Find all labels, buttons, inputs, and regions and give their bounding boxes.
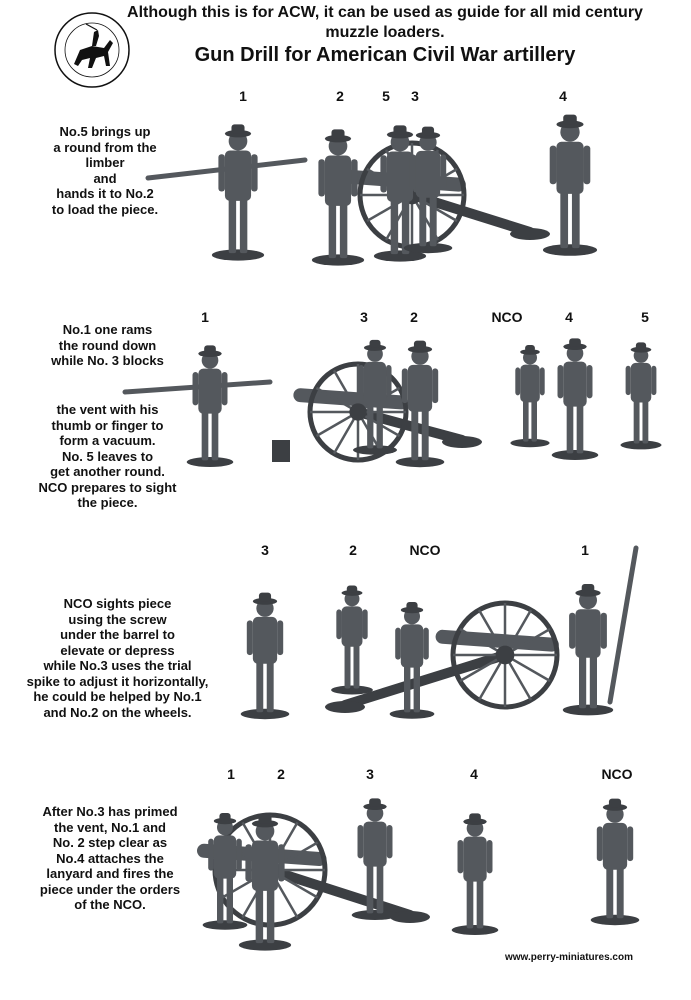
crew-figure-2 <box>312 129 364 265</box>
crew-label: 2 <box>349 542 357 558</box>
desc-line: the piece. <box>77 495 138 510</box>
header-line-1: Although this is for ACW, it can be used as guide for all mid century <box>127 4 643 21</box>
crew-label: 3 <box>360 309 368 325</box>
nco-figure <box>510 345 549 447</box>
desc-line: form a vacuum. <box>59 433 156 448</box>
desc-line: while No.3 uses the trial <box>43 658 192 673</box>
desc-line: No.5 brings up <box>59 124 151 139</box>
desc-line: using the screw <box>68 611 167 627</box>
crew-label: NCO <box>491 309 523 325</box>
crew-label: 5 <box>382 88 390 104</box>
page-title: Gun Drill for American Civil War artillery <box>194 44 576 66</box>
crew-label: 5 <box>641 309 649 325</box>
crew-label: 2 <box>277 766 285 782</box>
desc-line: No. 5 leaves to <box>61 448 154 464</box>
desc-line: lanyard and fires the <box>46 866 174 881</box>
crew-figure-1 <box>203 813 248 930</box>
desc-line: of the NCO. <box>74 897 146 912</box>
desc-line: After No.3 has primed <box>42 804 178 819</box>
website-url: www.perry-miniatures.com <box>505 952 633 963</box>
crew-label: 4 <box>470 766 478 782</box>
desc-line: No.4 attaches the <box>56 850 164 866</box>
crew-label: 1 <box>581 542 589 558</box>
desc-line: hands it to No.2 <box>56 186 154 201</box>
crew-label: 4 <box>565 309 573 325</box>
crew-label: 3 <box>411 88 419 104</box>
bucket-icon <box>272 440 290 462</box>
cannon-figure <box>350 143 550 247</box>
desc-line: the vent with his <box>56 402 159 417</box>
nco-figure <box>390 602 435 719</box>
crew-figure-1 <box>563 584 613 715</box>
nco-figure <box>591 799 640 926</box>
desc-line: NCO prepares to sight <box>38 479 177 495</box>
crew-label: NCO <box>601 766 633 782</box>
desc-line: spike to adjust it horizontally, <box>26 673 209 689</box>
crew-figure-4 <box>452 813 499 935</box>
desc-line: a round from the <box>53 139 157 155</box>
desc-line: thumb or finger to <box>51 417 164 433</box>
crew-figure-5 <box>620 342 661 449</box>
desc-line: No.1 one rams <box>62 322 153 337</box>
desc-line: the round down <box>58 337 157 353</box>
desc-line: get another round. <box>50 464 165 479</box>
crew-figure-1 <box>187 345 234 467</box>
desc-line: piece under the orders <box>39 881 181 897</box>
crew-label: 2 <box>410 309 418 325</box>
crew-label: 1 <box>239 88 247 104</box>
desc-line: and No.2 on the wheels. <box>43 704 192 720</box>
crew-label: 3 <box>261 542 269 558</box>
crew-label: 2 <box>336 88 344 104</box>
crew-label: 1 <box>201 309 209 325</box>
crew-label: 3 <box>366 766 374 782</box>
crew-figure-4 <box>552 338 599 460</box>
desc-line: under the barrel to <box>60 627 175 642</box>
crew-label: 4 <box>559 88 567 104</box>
desc-line: he could be helped by No.1 <box>33 689 202 704</box>
crew-figure-1 <box>212 124 264 260</box>
desc-line: NCO sights piece <box>63 596 172 611</box>
desc-line: No. 2 step clear as <box>52 835 168 850</box>
crew-label: NCO <box>409 542 441 558</box>
crew-figure-2 <box>331 585 373 694</box>
desc-line: the vent, No.1 and <box>54 819 166 835</box>
desc-line: while No. 3 blocks <box>51 353 164 368</box>
crew-figure-4 <box>543 115 597 256</box>
crew-figure-3 <box>241 593 290 720</box>
desc-line: and <box>93 170 117 186</box>
desc-line: limber <box>85 155 125 170</box>
header-line-2: muzzle loaders. <box>325 24 445 41</box>
desc-line: elevate or depress <box>60 642 175 658</box>
rammer-tool <box>610 548 636 702</box>
crew-label: 1 <box>227 766 235 782</box>
desc-line: to load the piece. <box>51 201 159 217</box>
